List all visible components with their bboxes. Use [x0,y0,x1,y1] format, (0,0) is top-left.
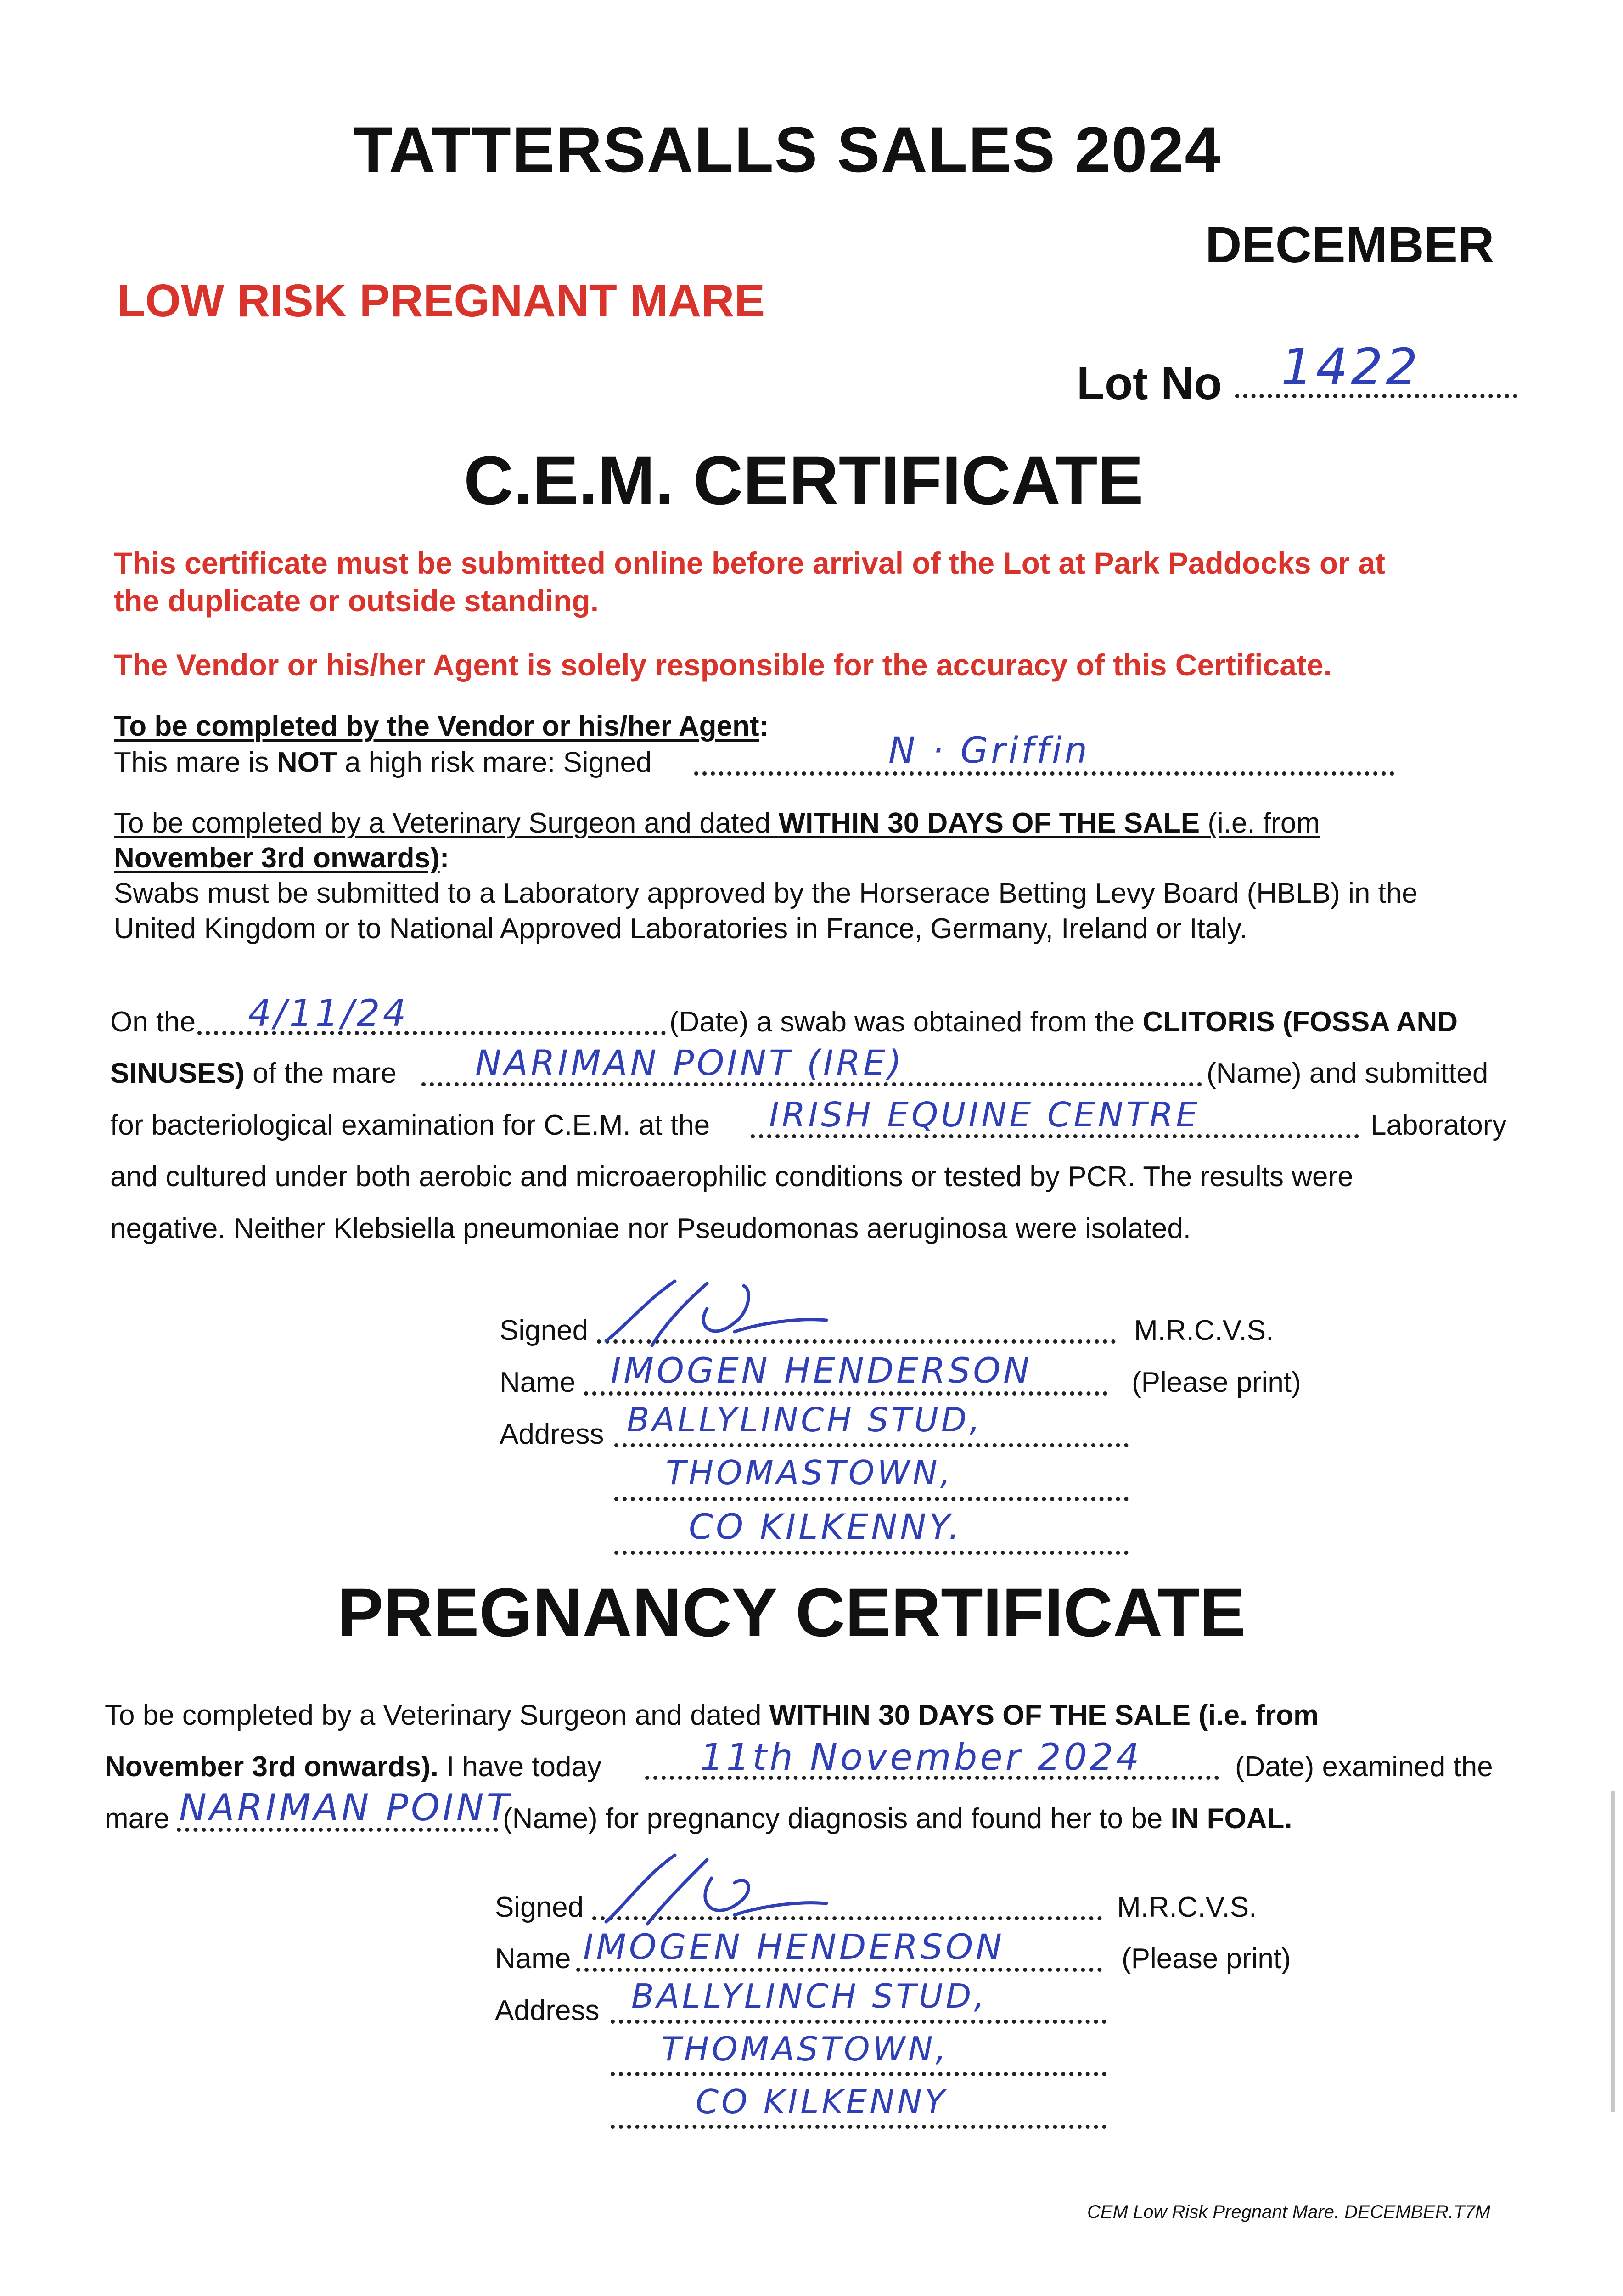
preg-signed-label: Signed [495,1891,584,1923]
scan-edge-mark [1611,1791,1615,2112]
preg-address-line3: CO KILKENNY [696,2082,948,2121]
sale-month: DECEMBER [1205,217,1494,273]
preg-address-dots-1 [611,2020,1106,2024]
vendor-signature-dots [694,771,1394,776]
exam-date: 11th November 2024 [700,1736,1142,1778]
laboratory-label: Laboratory [1370,1109,1507,1141]
preg-please-print: (Please print) [1122,1943,1291,1975]
cem-address-label: Address [500,1418,604,1450]
cem-vet-signature [597,1272,836,1355]
pregnancy-mare-label: mare [105,1803,170,1835]
lab-name: IRISH EQUINE CENTRE [769,1095,1200,1135]
cem-address-dots-2 [614,1497,1129,1501]
vet-heading-line1: To be completed by a Veterinary Surgeon and dated WITHIN 30 DAYS OF THE SALE (i.e. from [114,807,1320,839]
cem-address-line1: BALLYLINCH STUD, [627,1401,983,1439]
cem-please-print: (Please print) [1132,1367,1301,1398]
vendor-statement: This mare is NOT a high risk mare: Signed [114,747,652,778]
negative-text: negative. Neither Klebsiella pneumoniae nor Pseudomonas aeruginosa were isolated. [110,1213,1191,1244]
cem-address-line2: THOMASTOWN, [666,1453,954,1492]
vendor-signature: N · Griffin [888,730,1090,771]
swab-note-line1: Swabs must be submitted to a Laboratory approved by the Horserace Betting Levy Board (HBLB) in the [114,878,1418,909]
document-title: TATTERSALLS SALES 2024 [354,113,1222,186]
cem-name-dots [584,1391,1107,1396]
preg-name-dots [576,1968,1102,1972]
submission-notice-line1: This certificate must be submitted online before arrival of the Lot at Park Paddocks or at [114,546,1385,580]
preg-name-label: Name [495,1943,571,1975]
preg-address-dots-3 [611,2125,1106,2129]
name-submitted-text: (Name) and submitted [1207,1058,1488,1089]
cultured-text: and cultured under both aerobic and microaerophilic conditions or tested by PCR. The results were [110,1161,1353,1193]
date-suffix: (Date) a swab was obtained from the CLITORIS (FOSSA AND [669,1006,1458,1038]
category-label: LOW RISK PREGNANT MARE [117,275,765,326]
swab-date: 4/11/24 [248,992,409,1035]
sinuses-text: SINUSES) of the mare [110,1058,397,1089]
pregnancy-line3-end: (Name) for pregnancy diagnosis and found her to be IN FOAL. [503,1803,1292,1835]
cem-name-label: Name [500,1367,576,1398]
preg-vet-signature [597,1846,836,1933]
vendor-heading: To be completed by the Vendor or his/her Agent: [114,710,769,742]
cem-address-dots-3 [614,1551,1129,1555]
submission-notice-line2: the duplicate or outside standing. [114,584,599,618]
cem-address-line3: CO KILKENNY. [689,1506,962,1547]
cem-heading: C.E.M. CERTIFICATE [464,442,1144,519]
form-code: CEM Low Risk Pregnant Mare. DECEMBER.T7M [1087,2202,1491,2222]
swab-note-line2: United Kingdom or to National Approved Laboratories in France, Germany, Ireland or Italy. [114,913,1247,945]
preg-mrcvs-label: M.R.C.V.S. [1117,1891,1257,1923]
pregnancy-line1: To be completed by a Veterinary Surgeon and dated WITHIN 30 DAYS OF THE SALE (i.e. from [105,1699,1319,1731]
lab-name-dots [751,1134,1359,1138]
preg-address-line1: BALLYLINCH STUD, [631,1977,988,2015]
cem-vet-name: IMOGEN HENDERSON [611,1350,1033,1391]
preg-address-line2: THOMASTOWN, [661,2030,949,2068]
cem-address-dots-1 [614,1443,1129,1447]
cem-mare-name: NARIMAN POINT (IRE) [475,1042,904,1083]
lot-number: 1422 [1281,338,1421,396]
preg-address-dots-2 [611,2072,1106,2076]
lot-label: Lot No [1077,358,1222,409]
pregnancy-heading: PREGNANCY CERTIFICATE [337,1574,1246,1651]
cem-mrcvs-label: M.R.C.V.S. [1134,1315,1274,1346]
vet-heading-line2: November 3rd onwards): [114,842,449,874]
cem-signed-label: Signed [500,1315,589,1346]
pregnancy-mare-name: NARIMAN POINT [179,1786,512,1829]
preg-address-label: Address [495,1995,600,2026]
on-the-label: On the [110,1006,196,1038]
responsibility-notice: The Vendor or his/her Agent is solely responsible for the accuracy of this Certificate. [114,648,1332,682]
bacteriological-text: for bacteriological examination for C.E.M. at the [110,1109,710,1141]
pregnancy-line2-start: November 3rd onwards). I have today [105,1751,601,1783]
pregnancy-line2-end: (Date) examined the [1235,1751,1493,1783]
preg-vet-name: IMOGEN HENDERSON [583,1926,1005,1967]
